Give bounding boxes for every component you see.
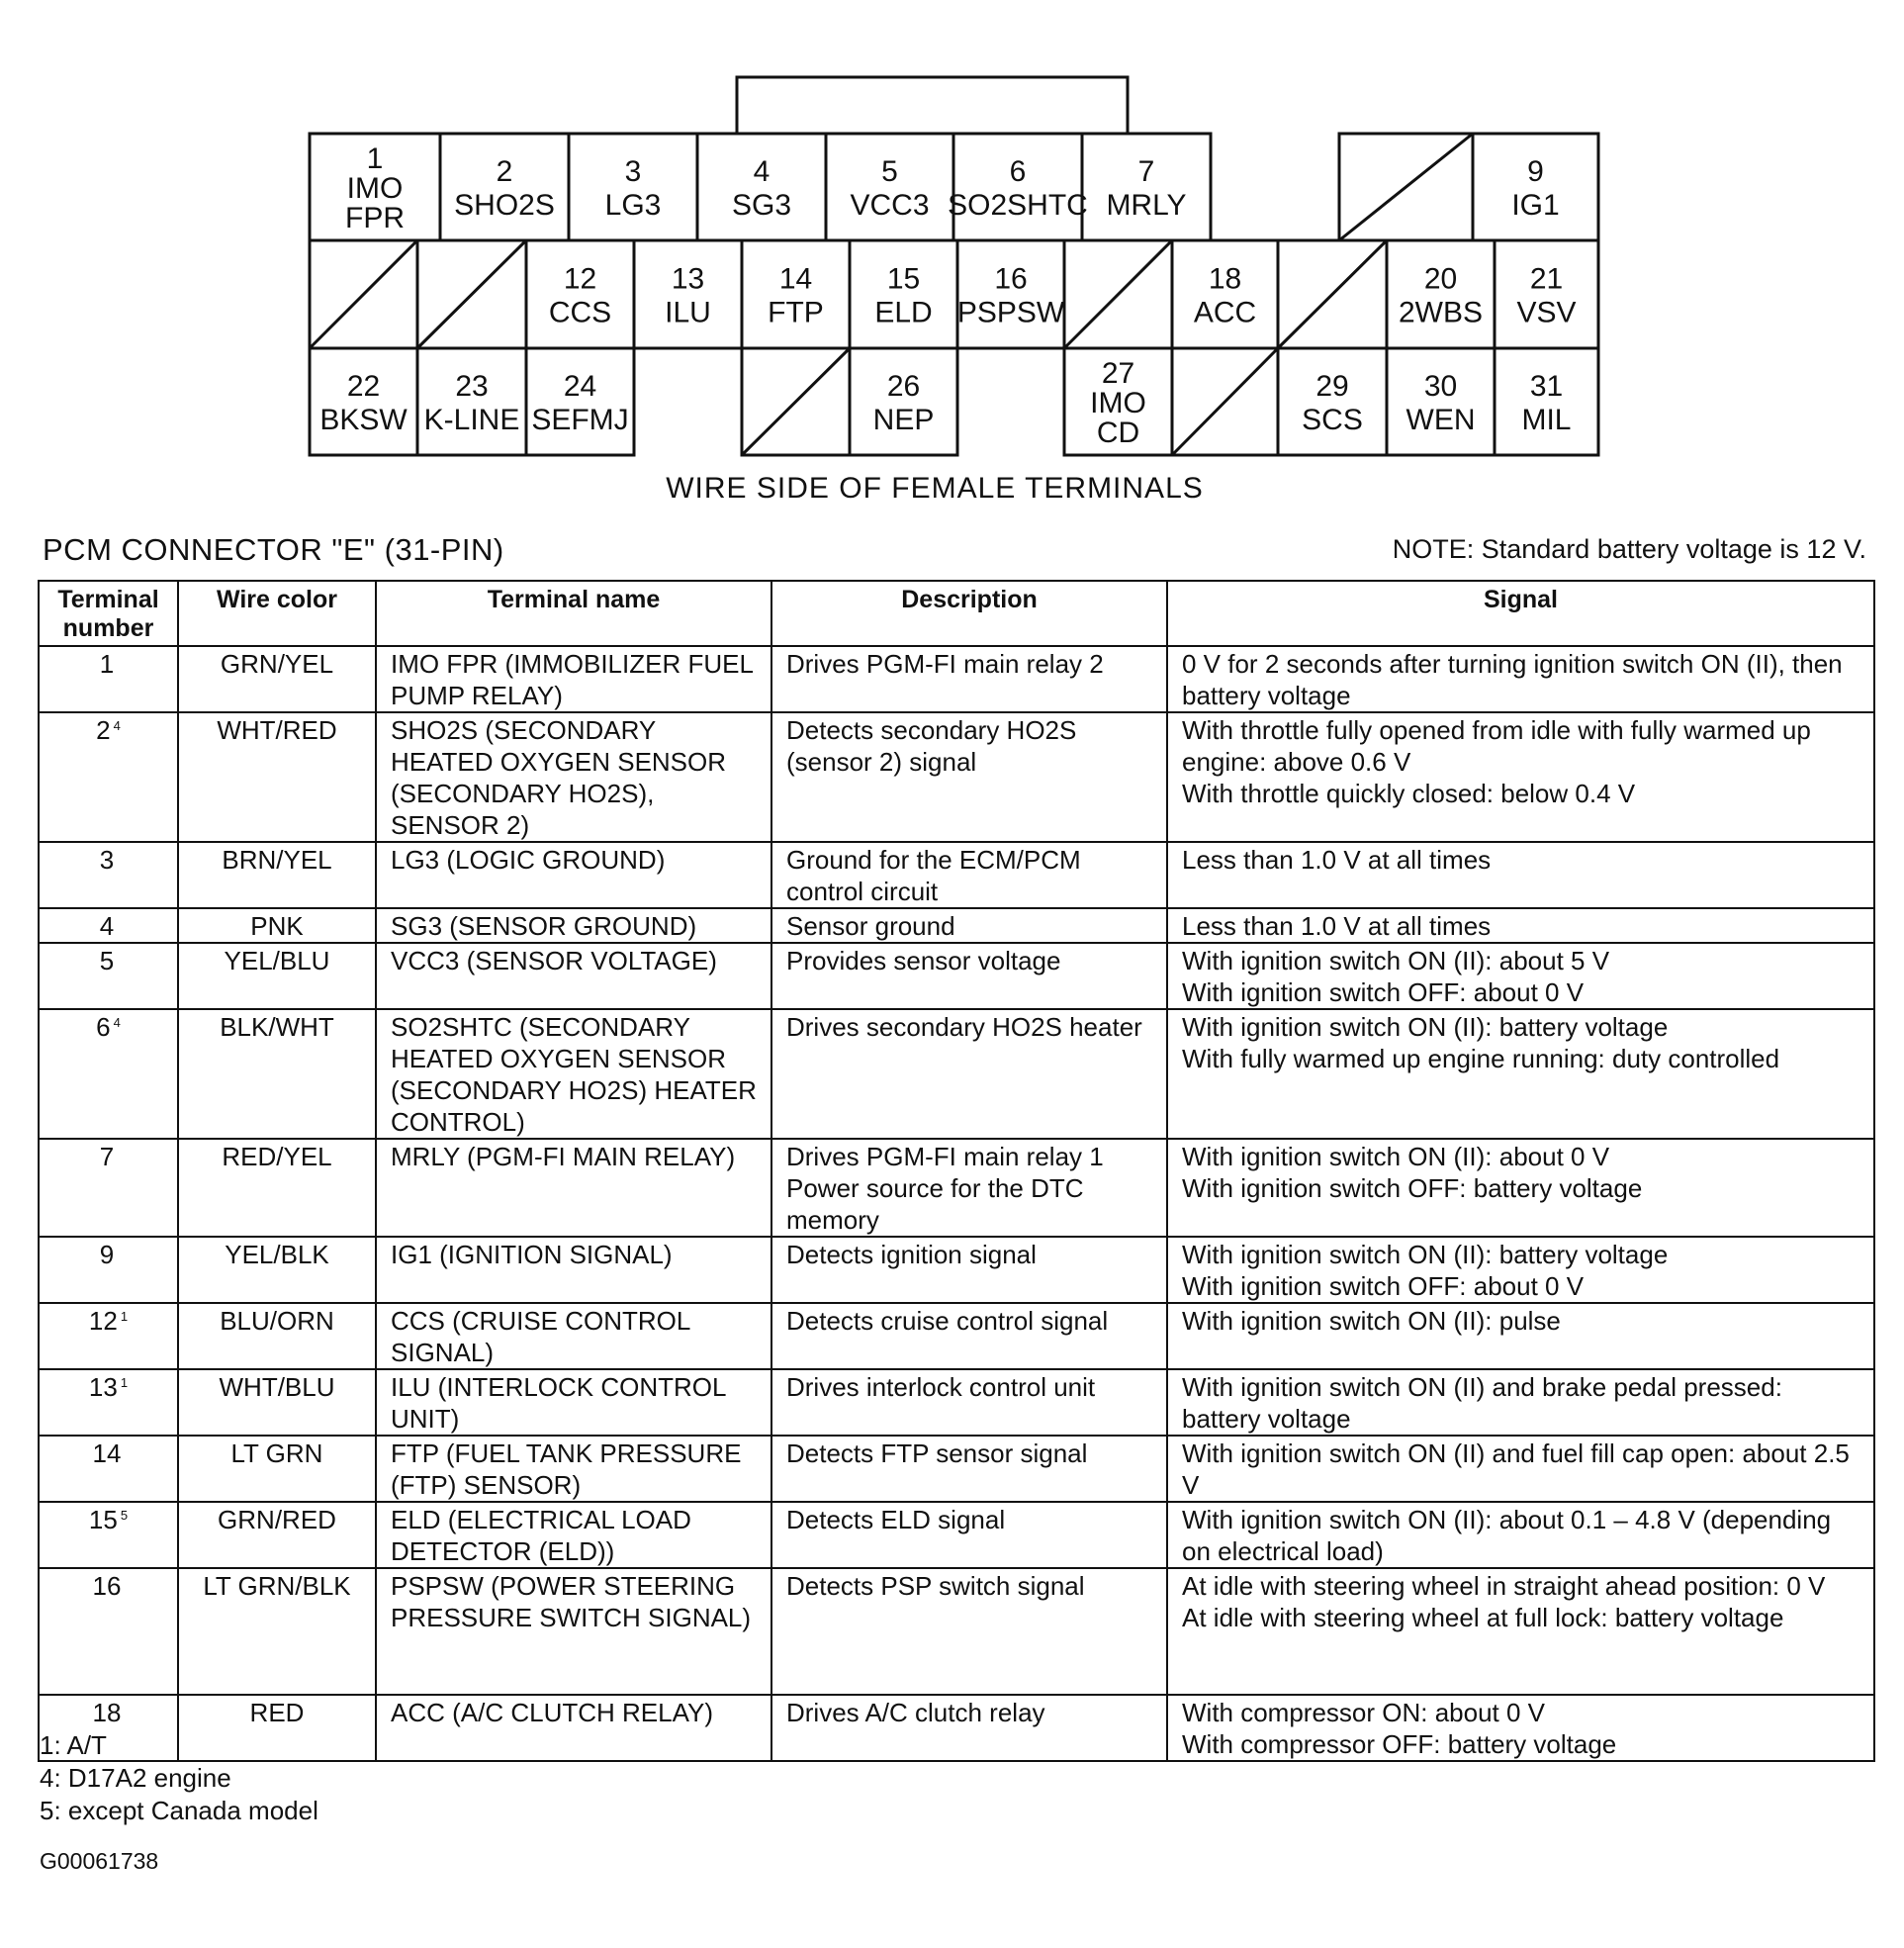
terminal-number: 6	[96, 1012, 111, 1042]
footnote-marker: 5	[120, 1508, 129, 1523]
wire-color-cell	[178, 1436, 376, 1502]
pin-label-6: SO2SHTC	[948, 189, 1088, 222]
table-title: PCM CONNECTOR "E" (31-PIN)	[43, 532, 504, 567]
blank-cavity-slash	[1278, 240, 1387, 348]
table-row	[39, 1139, 1874, 1237]
terminal-number: 1	[99, 649, 115, 679]
terminal-name-cell	[376, 842, 771, 908]
table-row	[39, 1695, 1874, 1761]
wire-color-cell	[178, 1237, 376, 1303]
terminal-name-cell	[376, 1502, 771, 1568]
pin-number-21: 21	[1529, 262, 1564, 296]
connector-outline	[310, 77, 1598, 455]
description-cell	[771, 908, 1167, 943]
terminal-name-cell	[376, 646, 771, 712]
wire-color: BRN/YEL	[222, 845, 332, 875]
table-row	[39, 1237, 1874, 1303]
terminal-number: 15	[88, 1505, 118, 1534]
signal-cell	[1167, 1139, 1874, 1237]
signal-cell	[1167, 1695, 1874, 1761]
blank-cavity-slash	[1064, 240, 1172, 348]
wire-color-cell	[178, 1009, 376, 1139]
wire-color-cell	[178, 1369, 376, 1436]
signal: With compressor ON: about 0 V With compressor OFF: battery voltage	[1182, 1698, 1617, 1759]
terminal-name-cell	[376, 908, 771, 943]
wire-color: BLK/WHT	[220, 1012, 334, 1042]
pin-label-13: ILU	[665, 296, 711, 329]
description-cell	[771, 943, 1167, 1009]
pin-label-16: PSPSW	[956, 296, 1065, 329]
signal-cell	[1167, 1303, 1874, 1369]
description: Detects PSP switch signal	[786, 1571, 1085, 1601]
terminal-name: IG1 (IGNITION SIGNAL)	[391, 1240, 673, 1269]
terminal-name-cell	[376, 1568, 771, 1695]
pin-number-26: 26	[886, 370, 921, 403]
terminal-name: ILU (INTERLOCK CONTROL UNIT)	[391, 1372, 726, 1434]
blank-cavity-slash	[1172, 348, 1278, 455]
terminal-name-cell	[376, 1695, 771, 1761]
pin-label-12: CCS	[548, 296, 612, 329]
pin-label-26: NEP	[872, 404, 935, 436]
signal: With ignition switch ON (II) and brake pedal pressed: battery voltage	[1182, 1372, 1782, 1434]
terminal-name-cell	[376, 1139, 771, 1237]
description: Ground for the ECM/PCM control circuit	[786, 845, 1081, 906]
table-row	[39, 1369, 1874, 1436]
description-cell	[771, 1502, 1167, 1568]
footnote-5: 5: except Canada model	[40, 1796, 318, 1825]
terminal-number: 14	[92, 1438, 122, 1468]
pin-label-18: ACC	[1193, 296, 1257, 329]
pin-number-23: 23	[455, 370, 489, 403]
table-row	[39, 1568, 1874, 1695]
pin-label-1: FPR	[345, 202, 405, 234]
terminal-number: 5	[99, 946, 115, 975]
terminal-name: LG3 (LOGIC GROUND)	[391, 845, 666, 875]
pin-label-30: WEN	[1405, 404, 1476, 436]
footnote-marker: 1	[120, 1375, 129, 1390]
pin-label-4: SG3	[731, 189, 792, 222]
terminal-name: ELD (ELECTRICAL LOAD DETECTOR (ELD))	[391, 1505, 691, 1566]
description: Drives PGM-FI main relay 2	[786, 649, 1104, 679]
terminal-name: PSPSW (POWER STEERING PRESSURE SWITCH SIGNAL)	[391, 1571, 752, 1632]
pin-label-15: ELD	[874, 296, 933, 329]
terminal-number-cell	[39, 908, 178, 943]
wire-color-cell	[178, 943, 376, 1009]
wire-color: GRN/RED	[218, 1505, 336, 1534]
pin-table	[38, 580, 1875, 1762]
terminal-name-cell	[376, 712, 771, 842]
description-cell	[771, 646, 1167, 712]
header-wire-color: Wire color	[178, 581, 376, 646]
terminal-name: CCS (CRUISE CONTROL SIGNAL)	[391, 1306, 690, 1367]
connector-caption: WIRE SIDE OF FEMALE TERMINALS	[666, 472, 1204, 505]
wire-color: PNK	[250, 911, 304, 941]
pin-number-27: 27	[1101, 357, 1135, 390]
terminal-name: MRLY (PGM-FI MAIN RELAY)	[391, 1142, 736, 1171]
terminal-number: 9	[99, 1240, 115, 1269]
signal: With ignition switch ON (II): pulse	[1182, 1306, 1561, 1336]
terminal-name-cell	[376, 1237, 771, 1303]
terminal-number: 12	[88, 1306, 118, 1336]
table-header-row	[39, 581, 1874, 646]
signal: With ignition switch ON (II): battery voltage With ignition switch OFF: about 0 V	[1182, 1240, 1669, 1301]
table-row	[39, 943, 1874, 1009]
blank-cavity-slash	[310, 240, 417, 348]
pin-label-24: SEFMJ	[531, 404, 629, 436]
description: Drives A/C clutch relay	[786, 1698, 1045, 1727]
blank-cavity-slash	[417, 240, 526, 348]
terminal-name-cell	[376, 1369, 771, 1436]
signal-cell	[1167, 1369, 1874, 1436]
pin-number-3: 3	[624, 155, 642, 188]
terminal-number-cell	[39, 842, 178, 908]
connector-diagram	[0, 0, 1904, 465]
signal-cell	[1167, 908, 1874, 943]
pin-label-21: VSV	[1516, 296, 1577, 329]
signal: With throttle fully opened from idle with fully warmed up engine: above 0.6 V With throttle quickly closed: below 0.4 V	[1182, 715, 1811, 808]
terminal-number: 7	[99, 1142, 115, 1171]
terminal-name: ACC (A/C CLUTCH RELAY)	[391, 1698, 714, 1727]
signal-cell	[1167, 1237, 1874, 1303]
wire-color-cell	[178, 1695, 376, 1761]
table-row	[39, 842, 1874, 908]
pin-label-7: MRLY	[1106, 189, 1187, 222]
pin-number-14: 14	[778, 262, 813, 296]
pin-label-27: CD	[1096, 417, 1140, 449]
description-cell	[771, 1369, 1167, 1436]
description: Detects ELD signal	[786, 1505, 1006, 1534]
terminal-name: IMO FPR (IMMOBILIZER FUEL PUMP RELAY)	[391, 649, 753, 710]
wire-color: WHT/BLU	[219, 1372, 335, 1402]
wire-color-cell	[178, 1139, 376, 1237]
description: Detects secondary HO2S (sensor 2) signal	[786, 715, 1077, 777]
pin-label-22: BKSW	[319, 404, 408, 436]
description-cell	[771, 1139, 1167, 1237]
wire-color: RED	[249, 1698, 305, 1727]
pin-number-30: 30	[1423, 370, 1458, 403]
terminal-number-cell	[39, 646, 178, 712]
signal: With ignition switch ON (II): about 0.1 – 4.8 V (depending on electrical load)	[1182, 1505, 1832, 1566]
pin-label-1: IMO	[346, 172, 404, 205]
signal-cell	[1167, 1436, 1874, 1502]
blank-cavity-slash	[1339, 134, 1473, 240]
description: Drives PGM-FI main relay 1 Power source for the DTC memory	[786, 1142, 1104, 1235]
pin-number-31: 31	[1529, 370, 1564, 403]
header-terminal-number: Terminal number	[39, 581, 178, 646]
description-cell	[771, 712, 1167, 842]
table-row	[39, 1009, 1874, 1139]
description: Provides sensor voltage	[786, 946, 1061, 975]
wire-color: LT GRN/BLK	[203, 1571, 351, 1601]
pin-number-12: 12	[563, 262, 597, 296]
pin-label-5: VCC3	[850, 189, 930, 222]
pin-number-16: 16	[994, 262, 1028, 296]
pin-number-7: 7	[1137, 155, 1155, 188]
header-terminal-name: Terminal name	[376, 581, 771, 646]
signal-cell	[1167, 842, 1874, 908]
wire-color: YEL/BLU	[224, 946, 330, 975]
pin-number-13: 13	[671, 262, 705, 296]
signal-cell	[1167, 943, 1874, 1009]
table-row	[39, 712, 1874, 842]
terminal-number-cell	[39, 712, 178, 842]
table-row	[39, 1303, 1874, 1369]
pin-number-20: 20	[1423, 262, 1458, 296]
connector-lock-tab	[737, 77, 1128, 134]
signal-cell	[1167, 1568, 1874, 1695]
description: Drives secondary HO2S heater	[786, 1012, 1142, 1042]
signal: With ignition switch ON (II): about 0 V With ignition switch OFF: battery voltage	[1182, 1142, 1643, 1203]
wire-color: YEL/BLK	[225, 1240, 329, 1269]
terminal-number-cell	[39, 1139, 178, 1237]
wire-color: LT GRN	[230, 1438, 323, 1468]
wire-color-cell	[178, 712, 376, 842]
pin-number-18: 18	[1208, 262, 1242, 296]
pin-number-5: 5	[881, 155, 898, 188]
header-signal: Signal	[1167, 581, 1874, 646]
terminal-number: 16	[92, 1571, 122, 1601]
terminal-name: FTP (FUEL TANK PRESSURE (FTP) SENSOR)	[391, 1438, 742, 1500]
pin-number-24: 24	[563, 370, 597, 403]
terminal-name: SO2SHTC (SECONDARY HEATED OXYGEN SENSOR (SECONDARY HO2S) HEATER CONTROL)	[391, 1012, 757, 1137]
terminal-number-cell	[39, 1303, 178, 1369]
signal: With ignition switch ON (II) and fuel fill cap open: about 2.5 V	[1182, 1438, 1850, 1500]
terminal-name: VCC3 (SENSOR VOLTAGE)	[391, 946, 717, 975]
description: Sensor ground	[786, 911, 955, 941]
table-row	[39, 646, 1874, 712]
signal: Less than 1.0 V at all times	[1182, 911, 1492, 941]
battery-voltage-note: NOTE: Standard battery voltage is 12 V.	[1392, 534, 1866, 564]
terminal-name-cell	[376, 1009, 771, 1139]
blank-cavity-slash	[742, 348, 850, 455]
header-description: Description	[771, 581, 1167, 646]
pin-label-29: SCS	[1302, 404, 1363, 436]
pin-number-22: 22	[346, 370, 381, 403]
pin-label-20: 2WBS	[1398, 296, 1484, 329]
signal: 0 V for 2 seconds after turning ignition switch ON (II), then battery voltage	[1182, 649, 1843, 710]
terminal-number-cell	[39, 1502, 178, 1568]
terminal-number: 18	[92, 1698, 122, 1727]
wire-color: BLU/ORN	[220, 1306, 334, 1336]
wire-color-cell	[178, 646, 376, 712]
terminal-number: 13	[88, 1372, 118, 1402]
wire-color: WHT/RED	[217, 715, 337, 745]
wire-color-cell	[178, 1568, 376, 1695]
footnote-marker: 4	[113, 718, 121, 733]
pin-number-4: 4	[753, 155, 771, 188]
table-row	[39, 908, 1874, 943]
footnote-marker: 4	[113, 1015, 121, 1030]
description-cell	[771, 1237, 1167, 1303]
footnote-4: 4: D17A2 engine	[40, 1763, 231, 1793]
terminal-number-cell	[39, 1568, 178, 1695]
wire-color: GRN/YEL	[220, 649, 334, 679]
terminal-name-cell	[376, 1303, 771, 1369]
terminal-name-cell	[376, 943, 771, 1009]
description: Drives interlock control unit	[786, 1372, 1096, 1402]
wire-color: RED/YEL	[222, 1142, 332, 1171]
description: Detects ignition signal	[786, 1240, 1037, 1269]
table-row	[39, 1502, 1874, 1568]
footnote-1: 1: A/T	[40, 1730, 107, 1760]
wire-color-cell	[178, 1303, 376, 1369]
signal-cell	[1167, 646, 1874, 712]
figure-code: G00061738	[40, 1848, 159, 1874]
description-cell	[771, 1568, 1167, 1695]
signal: With ignition switch ON (II): about 5 V With ignition switch OFF: about 0 V	[1182, 946, 1610, 1007]
pin-number-9: 9	[1527, 155, 1544, 188]
wire-color-cell	[178, 1502, 376, 1568]
footnote-marker: 1	[120, 1309, 129, 1324]
table-row	[39, 1436, 1874, 1502]
description-cell	[771, 1695, 1167, 1761]
pin-number-2: 2	[496, 155, 513, 188]
terminal-number-cell	[39, 1369, 178, 1436]
description-cell	[771, 1009, 1167, 1139]
wire-color-cell	[178, 842, 376, 908]
description-cell	[771, 842, 1167, 908]
pin-number-6: 6	[1009, 155, 1027, 188]
pin-number-1: 1	[366, 142, 384, 175]
pin-label-14: FTP	[768, 296, 824, 329]
signal-cell	[1167, 712, 1874, 842]
terminal-number-cell	[39, 943, 178, 1009]
pin-label-31: MIL	[1521, 404, 1572, 436]
signal-cell	[1167, 1502, 1874, 1568]
terminal-number: 2	[96, 715, 111, 745]
terminal-name-cell	[376, 1436, 771, 1502]
pin-label-23: K-LINE	[423, 404, 520, 436]
pin-label-9: IG1	[1511, 189, 1560, 222]
pin-number-29: 29	[1315, 370, 1349, 403]
description: Detects FTP sensor signal	[786, 1438, 1088, 1468]
pin-label-2: SHO2S	[454, 189, 555, 222]
terminal-number-cell	[39, 1009, 178, 1139]
pin-number-15: 15	[886, 262, 921, 296]
pin-label-3: LG3	[604, 189, 662, 222]
signal: At idle with steering wheel in straight ahead position: 0 V At idle with steering wheel at full lock: battery voltage	[1182, 1571, 1826, 1632]
terminal-number-cell	[39, 1237, 178, 1303]
terminal-name: SG3 (SENSOR GROUND)	[391, 911, 697, 941]
pin-label-27: IMO	[1090, 387, 1146, 419]
description-cell	[771, 1436, 1167, 1502]
wire-color-cell	[178, 908, 376, 943]
terminal-number: 4	[99, 911, 115, 941]
signal-cell	[1167, 1009, 1874, 1139]
terminal-name: SHO2S (SECONDARY HEATED OXYGEN SENSOR (SECONDARY HO2S), SENSOR 2)	[391, 715, 727, 840]
description: Detects cruise control signal	[786, 1306, 1109, 1336]
description-cell	[771, 1303, 1167, 1369]
signal: Less than 1.0 V at all times	[1182, 845, 1492, 875]
terminal-number: 3	[99, 845, 115, 875]
terminal-number-cell	[39, 1436, 178, 1502]
signal: With ignition switch ON (II): battery voltage With fully warmed up engine running: duty controlled	[1182, 1012, 1780, 1073]
